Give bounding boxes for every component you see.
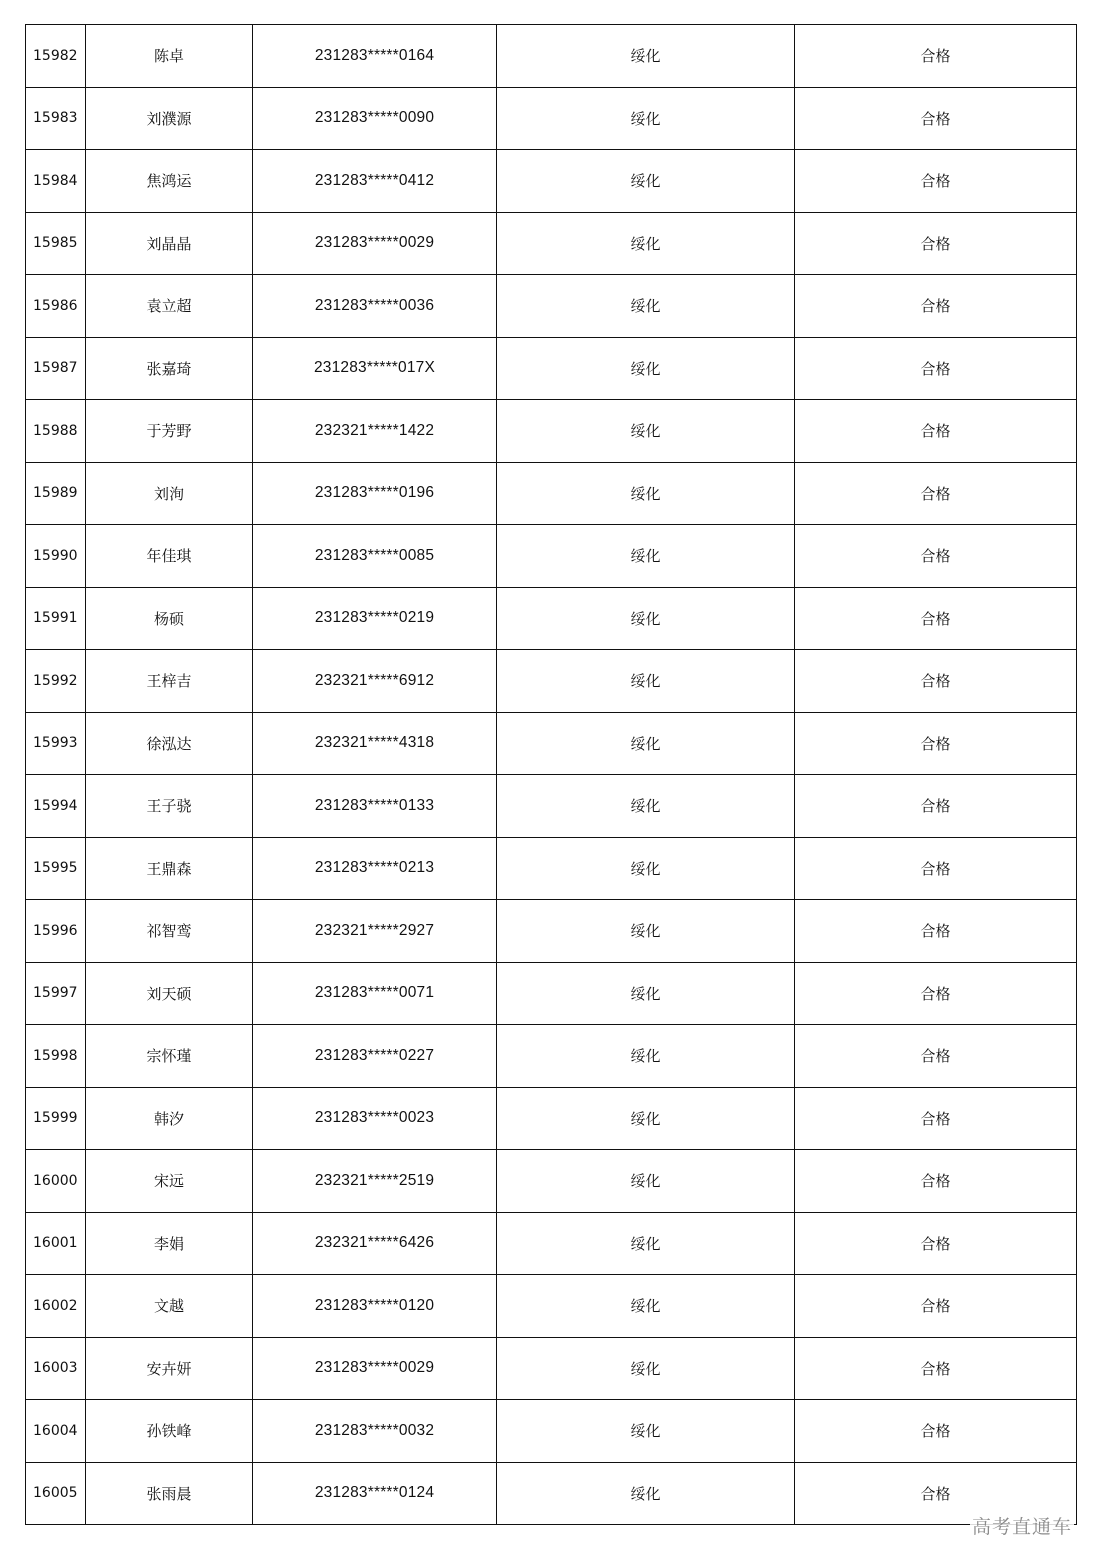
region-cell: 绥化 <box>497 712 795 775</box>
table-row <box>26 1212 1077 1275</box>
region-cell: 绥化 <box>497 1150 795 1213</box>
region-cell: 绥化 <box>497 650 795 713</box>
result-cell: 合格 <box>795 525 1077 588</box>
id-number: 232321*****2927 <box>253 900 497 963</box>
person-name: 徐泓达 <box>86 712 253 775</box>
person-name: 刘濮源 <box>86 87 253 150</box>
result-cell: 合格 <box>795 212 1077 275</box>
result-cell: 合格 <box>795 1462 1077 1525</box>
table-row <box>26 837 1077 900</box>
id-number: 231283*****0085 <box>253 525 497 588</box>
table-row <box>26 587 1077 650</box>
id-number: 232321*****6426 <box>253 1212 497 1275</box>
table-row <box>26 87 1077 150</box>
person-name: 王鼎森 <box>86 837 253 900</box>
region-cell: 绥化 <box>497 337 795 400</box>
region-cell: 绥化 <box>497 775 795 838</box>
row-number: 16002 <box>26 1275 86 1338</box>
result-cell: 合格 <box>795 462 1077 525</box>
table-row <box>26 775 1077 838</box>
person-name: 袁立超 <box>86 275 253 338</box>
region-cell: 绥化 <box>497 837 795 900</box>
region-cell: 绥化 <box>497 1462 795 1525</box>
region-cell: 绥化 <box>497 1025 795 1088</box>
row-number: 15989 <box>26 462 86 525</box>
person-name: 于芳野 <box>86 400 253 463</box>
person-name: 年佳琪 <box>86 525 253 588</box>
row-number: 15999 <box>26 1087 86 1150</box>
row-number: 15994 <box>26 775 86 838</box>
region-cell: 绥化 <box>497 1400 795 1463</box>
id-number: 231283*****0133 <box>253 775 497 838</box>
table-row <box>26 650 1077 713</box>
row-number: 15987 <box>26 337 86 400</box>
row-number: 15984 <box>26 150 86 213</box>
id-number: 232321*****2519 <box>253 1150 497 1213</box>
region-cell: 绥化 <box>497 525 795 588</box>
row-number: 15986 <box>26 275 86 338</box>
table-row <box>26 1150 1077 1213</box>
id-number: 231283*****0090 <box>253 87 497 150</box>
person-name: 焦鸿运 <box>86 150 253 213</box>
id-number: 231283*****0071 <box>253 962 497 1025</box>
person-name: 孙铁峰 <box>86 1400 253 1463</box>
result-cell: 合格 <box>795 962 1077 1025</box>
result-cell: 合格 <box>795 712 1077 775</box>
region-cell: 绥化 <box>497 900 795 963</box>
region-cell: 绥化 <box>497 962 795 1025</box>
result-cell: 合格 <box>795 1400 1077 1463</box>
table-row <box>26 212 1077 275</box>
roster-table <box>25 24 1077 1525</box>
region-cell: 绥化 <box>497 587 795 650</box>
row-number: 15995 <box>26 837 86 900</box>
person-name: 刘天硕 <box>86 962 253 1025</box>
id-number: 231283*****0120 <box>253 1275 497 1338</box>
result-cell: 合格 <box>795 1275 1077 1338</box>
table-row <box>26 1087 1077 1150</box>
id-number: 231283*****0023 <box>253 1087 497 1150</box>
id-number: 231283*****017X <box>253 337 497 400</box>
result-cell: 合格 <box>795 1087 1077 1150</box>
id-number: 231283*****0219 <box>253 587 497 650</box>
id-number: 231283*****0213 <box>253 837 497 900</box>
table-row <box>26 1400 1077 1463</box>
roster-body <box>26 25 1077 1525</box>
person-name: 宗怀瑾 <box>86 1025 253 1088</box>
row-number: 15983 <box>26 87 86 150</box>
id-number: 231283*****0029 <box>253 212 497 275</box>
id-number: 231283*****0124 <box>253 1462 497 1525</box>
row-number: 15993 <box>26 712 86 775</box>
region-cell: 绥化 <box>497 87 795 150</box>
id-number: 231283*****0029 <box>253 1337 497 1400</box>
result-cell: 合格 <box>795 587 1077 650</box>
person-name: 杨硕 <box>86 587 253 650</box>
row-number: 16003 <box>26 1337 86 1400</box>
person-name: 刘晶晶 <box>86 212 253 275</box>
table-row <box>26 1337 1077 1400</box>
result-cell: 合格 <box>795 775 1077 838</box>
table-row <box>26 1025 1077 1088</box>
result-cell: 合格 <box>795 275 1077 338</box>
result-cell: 合格 <box>795 25 1077 88</box>
result-cell: 合格 <box>795 1150 1077 1213</box>
person-name: 祁智鸾 <box>86 900 253 963</box>
person-name: 宋远 <box>86 1150 253 1213</box>
row-number: 16004 <box>26 1400 86 1463</box>
region-cell: 绥化 <box>497 212 795 275</box>
id-number: 231283*****0036 <box>253 275 497 338</box>
region-cell: 绥化 <box>497 275 795 338</box>
person-name: 陈卓 <box>86 25 253 88</box>
result-cell: 合格 <box>795 837 1077 900</box>
row-number: 16005 <box>26 1462 86 1525</box>
id-number: 231283*****0032 <box>253 1400 497 1463</box>
person-name: 张雨晨 <box>86 1462 253 1525</box>
row-number: 15996 <box>26 900 86 963</box>
table-row <box>26 525 1077 588</box>
table-row <box>26 275 1077 338</box>
person-name: 韩汐 <box>86 1087 253 1150</box>
result-cell: 合格 <box>795 337 1077 400</box>
region-cell: 绥化 <box>497 1212 795 1275</box>
region-cell: 绥化 <box>497 1275 795 1338</box>
id-number: 231283*****0227 <box>253 1025 497 1088</box>
table-row <box>26 1462 1077 1525</box>
result-cell: 合格 <box>795 1025 1077 1088</box>
region-cell: 绥化 <box>497 1337 795 1400</box>
person-name: 王梓吉 <box>86 650 253 713</box>
result-cell: 合格 <box>795 650 1077 713</box>
table-row <box>26 25 1077 88</box>
person-name: 文越 <box>86 1275 253 1338</box>
row-number: 15982 <box>26 25 86 88</box>
id-number: 232321*****6912 <box>253 650 497 713</box>
result-cell: 合格 <box>795 1212 1077 1275</box>
row-number: 16001 <box>26 1212 86 1275</box>
row-number: 15991 <box>26 587 86 650</box>
row-number: 15998 <box>26 1025 86 1088</box>
region-cell: 绥化 <box>497 150 795 213</box>
row-number: 15992 <box>26 650 86 713</box>
table-row <box>26 150 1077 213</box>
row-number: 16000 <box>26 1150 86 1213</box>
table-row <box>26 712 1077 775</box>
person-name: 刘洵 <box>86 462 253 525</box>
result-cell: 合格 <box>795 900 1077 963</box>
result-cell: 合格 <box>795 400 1077 463</box>
person-name: 安卉妍 <box>86 1337 253 1400</box>
result-cell: 合格 <box>795 150 1077 213</box>
region-cell: 绥化 <box>497 25 795 88</box>
region-cell: 绥化 <box>497 462 795 525</box>
person-name: 张嘉琦 <box>86 337 253 400</box>
table-row <box>26 900 1077 963</box>
person-name: 王子骁 <box>86 775 253 838</box>
table-row <box>26 400 1077 463</box>
id-number: 231283*****0164 <box>253 25 497 88</box>
watermark-text: 高考直通车 <box>970 1512 1074 1539</box>
table-row <box>26 337 1077 400</box>
region-cell: 绥化 <box>497 400 795 463</box>
person-name: 李娟 <box>86 1212 253 1275</box>
table-row <box>26 462 1077 525</box>
row-number: 15985 <box>26 212 86 275</box>
row-number: 15990 <box>26 525 86 588</box>
id-number: 231283*****0196 <box>253 462 497 525</box>
table-row <box>26 962 1077 1025</box>
result-cell: 合格 <box>795 87 1077 150</box>
table-row <box>26 1275 1077 1338</box>
id-number: 232321*****1422 <box>253 400 497 463</box>
id-number: 231283*****0412 <box>253 150 497 213</box>
row-number: 15988 <box>26 400 86 463</box>
region-cell: 绥化 <box>497 1087 795 1150</box>
result-cell: 合格 <box>795 1337 1077 1400</box>
row-number: 15997 <box>26 962 86 1025</box>
id-number: 232321*****4318 <box>253 712 497 775</box>
